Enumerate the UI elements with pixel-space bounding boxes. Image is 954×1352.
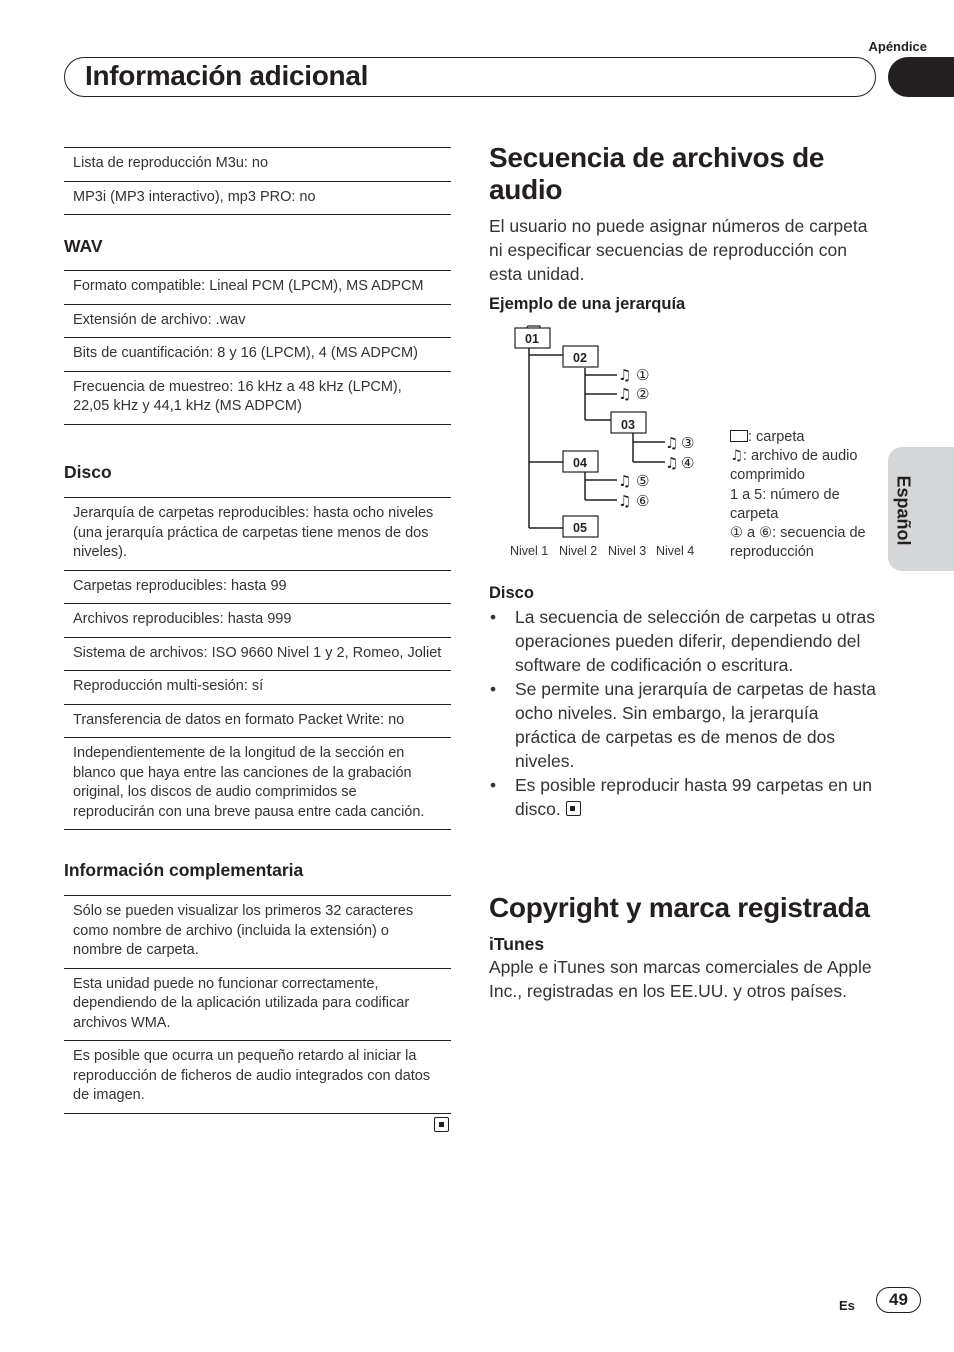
table-row: Lista de reproducción M3u: no bbox=[64, 147, 451, 181]
table-row: Sólo se pueden visualizar los primeros 32 caracteres como nombre de archivo (incluida la extensión) o nombre de carpeta. bbox=[64, 895, 451, 968]
sequence-section bbox=[489, 142, 879, 314]
table-row: Frecuencia de muestreo: 16 kHz a 48 kHz (LPCM), 22,05 kHz y 44,1 kHz (MS ADPCM) bbox=[64, 371, 451, 424]
table-row: Independientemente de la longitud de la sección en blanco que haya entre las canciones de la grabación original, los discos de audio comprimidos se reproducirán con una breve pausa entre cada canción. bbox=[64, 737, 451, 829]
table-row: Formato compatible: Lineal PCM (LPCM), MS ADPCM bbox=[64, 270, 451, 304]
music-note-icon: ♫ bbox=[730, 448, 743, 465]
folder-icon bbox=[563, 516, 598, 537]
page-title: Información adicional bbox=[85, 60, 369, 91]
language-label: Español bbox=[893, 475, 914, 546]
level-label: Nivel 2 bbox=[559, 544, 598, 558]
music-note-icon: ♫ bbox=[618, 385, 632, 403]
wav-table bbox=[64, 270, 451, 425]
section-tag: Apéndice bbox=[868, 39, 927, 54]
level-label: Nivel 1 bbox=[510, 544, 549, 558]
folder-icon bbox=[515, 326, 550, 348]
legend-sequence: ① a ⑥: secuencia de reproducción bbox=[730, 525, 866, 561]
table-row: Es posible que ocurra un pequeño retardo al iniciar la reproducción de ficheros de audio integrados con datos de imagen. bbox=[64, 1040, 451, 1113]
disco-heading-left: Disco bbox=[64, 462, 112, 482]
sequence-body: El usuario no puede asignar números de carpeta ni especificar secuencias de reproducción con esta unidad. bbox=[489, 216, 868, 284]
folder-icon bbox=[563, 346, 598, 367]
folder-icon bbox=[611, 412, 646, 433]
folder-label: 01 bbox=[525, 332, 539, 346]
info-table bbox=[64, 895, 451, 1114]
folder-label: 02 bbox=[573, 351, 587, 365]
track-number: ⑤ bbox=[636, 472, 650, 490]
end-of-section-icon bbox=[566, 801, 581, 816]
track-number: ③ bbox=[681, 434, 695, 452]
wav-heading: WAV bbox=[64, 236, 103, 256]
table-row: Extensión de archivo: .wav bbox=[64, 304, 451, 338]
table-row: Jerarquía de carpetas reproducibles: hasta ocho niveles (una jerarquía práctica de carpetas tiene menos de dos niveles). bbox=[64, 497, 451, 570]
diagram-legend bbox=[730, 428, 880, 562]
table-row: Bits de cuantificación: 8 y 16 (LPCM), 4 (MS ADPCM) bbox=[64, 337, 451, 371]
folder-label: 04 bbox=[573, 456, 587, 470]
legend-folder: : carpeta bbox=[748, 429, 805, 445]
disco-heading-right: Disco bbox=[489, 584, 534, 602]
folder-label: 05 bbox=[573, 521, 587, 535]
legend-folder-number: 1 a 5: número de carpeta bbox=[730, 486, 840, 522]
folder-label: 03 bbox=[621, 418, 635, 432]
table-row: MP3i (MP3 interactivo), mp3 PRO: no bbox=[64, 181, 451, 215]
folder-icon bbox=[730, 430, 748, 442]
footer-language: Es bbox=[839, 1298, 855, 1313]
level-label: Nivel 4 bbox=[656, 544, 695, 558]
itunes-heading: iTunes bbox=[489, 934, 545, 954]
table-row: Archivos reproducibles: hasta 999 bbox=[64, 603, 451, 637]
table-row: Carpetas reproducibles: hasta 99 bbox=[64, 570, 451, 604]
music-note-icon: ♫ bbox=[665, 454, 679, 472]
itunes-body: Apple e iTunes son marcas comerciales de Apple Inc., registradas en los EE.UU. y otros países. bbox=[489, 957, 872, 1001]
page-number: 49 bbox=[876, 1287, 921, 1313]
track-number: ② bbox=[636, 385, 650, 403]
table-row: Sistema de archivos: ISO 9660 Nivel 1 y 2, Romeo, Joliet bbox=[64, 637, 451, 671]
header-tab-marker bbox=[888, 57, 954, 97]
music-note-icon: ♫ bbox=[665, 434, 679, 452]
legend-file: : archivo de audio comprimido bbox=[730, 448, 858, 484]
example-heading: Ejemplo de una jerarquía bbox=[489, 295, 686, 313]
music-note-icon: ♫ bbox=[618, 472, 632, 490]
table-row: Reproducción multi-sesión: sí bbox=[64, 670, 451, 704]
disco-bullets bbox=[489, 605, 879, 821]
copyright-section bbox=[489, 892, 879, 1003]
track-number: ⑥ bbox=[636, 492, 650, 510]
disco-section bbox=[489, 584, 879, 821]
track-number: ④ bbox=[681, 454, 695, 472]
table-row: Esta unidad puede no funcionar correctamente, dependiendo de la aplicación utilizada para codificar archivos WMA. bbox=[64, 968, 451, 1041]
list-item: • Es posible reproducir hasta 99 carpetas en un disco. bbox=[490, 775, 873, 819]
sequence-title: Secuencia de archivos de audio bbox=[489, 142, 825, 205]
music-note-icon: ♫ bbox=[618, 366, 632, 384]
page-header bbox=[64, 57, 876, 97]
music-note-icon: ♫ bbox=[618, 492, 632, 510]
track-number: ① bbox=[636, 366, 650, 384]
list-item: • Se permite una jerarquía de carpetas de hasta ocho niveles. Sin embargo, la jerarquía práctica de carpetas es de menos de dos niveles. bbox=[490, 679, 876, 771]
list-item: • La secuencia de selección de carpetas u otras operaciones pueden diferir, dependiendo del software de codificación o escritura. bbox=[490, 607, 875, 675]
folder-hierarchy-diagram bbox=[505, 320, 715, 560]
info-heading: Información complementaria bbox=[64, 860, 304, 880]
level-label: Nivel 3 bbox=[608, 544, 647, 558]
intro-table bbox=[64, 147, 451, 215]
table-row: Transferencia de datos en formato Packet Write: no bbox=[64, 704, 451, 738]
copyright-title: Copyright y marca registrada bbox=[489, 892, 870, 923]
folder-icon bbox=[563, 451, 598, 472]
end-of-section-icon bbox=[434, 1117, 449, 1132]
disco-table bbox=[64, 497, 451, 830]
